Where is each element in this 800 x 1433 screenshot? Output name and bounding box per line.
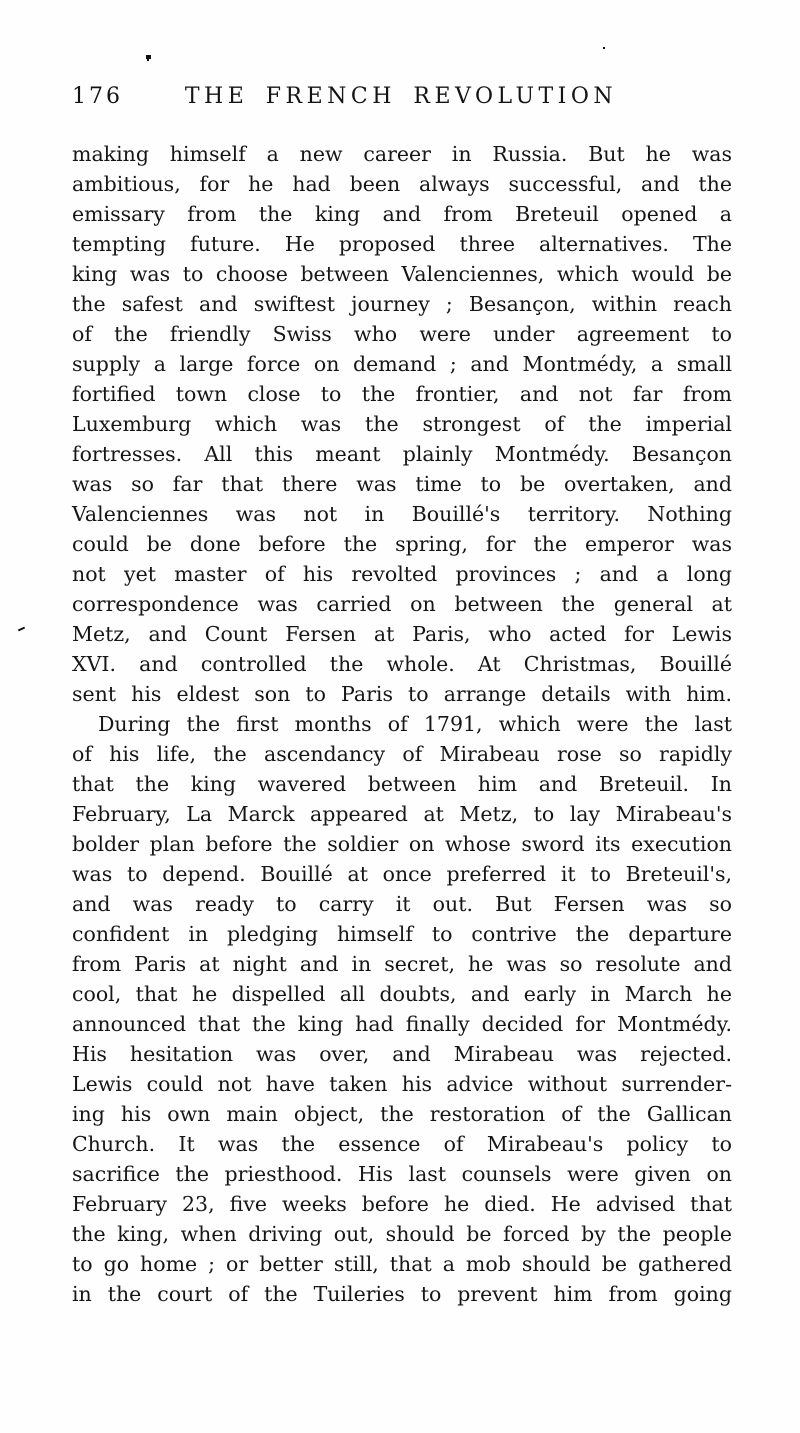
text-line: tempting future. He proposed three alternatives. The xyxy=(72,232,732,256)
text-line: emissary from the king and from Breteuil opened a xyxy=(72,202,732,226)
text-line: During the first months of 1791, which were the last xyxy=(98,712,732,736)
text-line: the safest and swiftest journey ; Besançon, within reach xyxy=(72,292,732,316)
page-number: 176 xyxy=(72,84,123,109)
text-line: Luxemburg which was the strongest of the imperial xyxy=(72,412,732,436)
text-line: supply a large force on demand ; and Montmédy, a small xyxy=(72,352,732,376)
text-line: of the friendly Swiss who were under agreement to xyxy=(72,322,732,346)
scan-speck xyxy=(603,47,605,49)
text-line: fortified town close to the frontier, and not far from xyxy=(72,382,732,406)
text-line: could be done before the spring, for the emperor was xyxy=(72,532,732,556)
text-line: XVI. and controlled the whole. At Christmas, Bouillé xyxy=(72,652,732,676)
text-line: correspondence was carried on between the general at xyxy=(72,592,732,616)
text-line: confident in pledging himself to contrive the departure xyxy=(72,922,732,946)
text-line: that the king wavered between him and Breteuil. In xyxy=(72,772,732,796)
text-line: sacrifice the priesthood. His last counsels were given on xyxy=(72,1162,732,1186)
text-line: cool, that he dispelled all doubts, and early in March he xyxy=(72,982,732,1006)
text-line: Metz, and Count Fersen at Paris, who acted for Lewis xyxy=(72,622,732,646)
scan-speck xyxy=(18,627,25,632)
text-line: fortresses. All this meant plainly Montmédy. Besançon xyxy=(72,442,732,466)
running-head xyxy=(72,84,730,110)
text-line: February 23, five weeks before he died. He advised that xyxy=(72,1192,732,1216)
text-line: Valenciennes was not in Bouillé's territory. Nothing xyxy=(72,502,732,526)
text-line: not yet master of his revolted provinces ; and a long xyxy=(72,562,732,586)
text-line: February, La Marck appeared at Metz, to lay Mirabeau's xyxy=(72,802,732,826)
text-line: was so far that there was time to be overtaken, and xyxy=(72,472,732,496)
text-line: the king, when driving out, should be forced by the people xyxy=(72,1222,732,1246)
text-line: and was ready to carry it out. But Fersen was so xyxy=(72,892,732,916)
text-line: making himself a new career in Russia. But he was xyxy=(72,142,732,166)
text-line: bolder plan before the soldier on whose sword its execution xyxy=(72,832,732,856)
text-line: was to depend. Bouillé at once preferred it to Breteuil's, xyxy=(72,862,732,886)
paragraph xyxy=(72,139,732,709)
text-line: ing his own main object, the restoration of the Gallican xyxy=(72,1102,732,1126)
scan-speck xyxy=(146,55,151,59)
text-line: in the court of the Tuileries to prevent him from going xyxy=(72,1282,732,1306)
text-line: Church. It was the essence of Mirabeau's policy to xyxy=(72,1132,732,1156)
text-line: ambitious, for he had been always successful, and the xyxy=(72,172,732,196)
text-line: Lewis could not have taken his advice without surrender- xyxy=(72,1072,732,1096)
text-line: of his life, the ascendancy of Mirabeau rose so rapidly xyxy=(72,742,732,766)
text-column xyxy=(72,139,732,1309)
text-line: sent his eldest son to Paris to arrange details with him. xyxy=(72,682,732,706)
text-line: His hesitation was over, and Mirabeau was rejected. xyxy=(72,1042,732,1066)
header-title: THE FRENCH REVOLUTION xyxy=(184,84,618,109)
text-line: from Paris at night and in secret, he was so resolute and xyxy=(72,952,732,976)
text-line: announced that the king had finally decided for Montmédy. xyxy=(72,1012,732,1036)
text-line: to go home ; or better still, that a mob should be gathered xyxy=(72,1252,732,1276)
paragraph xyxy=(72,709,732,1309)
text-line: king was to choose between Valenciennes, which would be xyxy=(72,262,732,286)
